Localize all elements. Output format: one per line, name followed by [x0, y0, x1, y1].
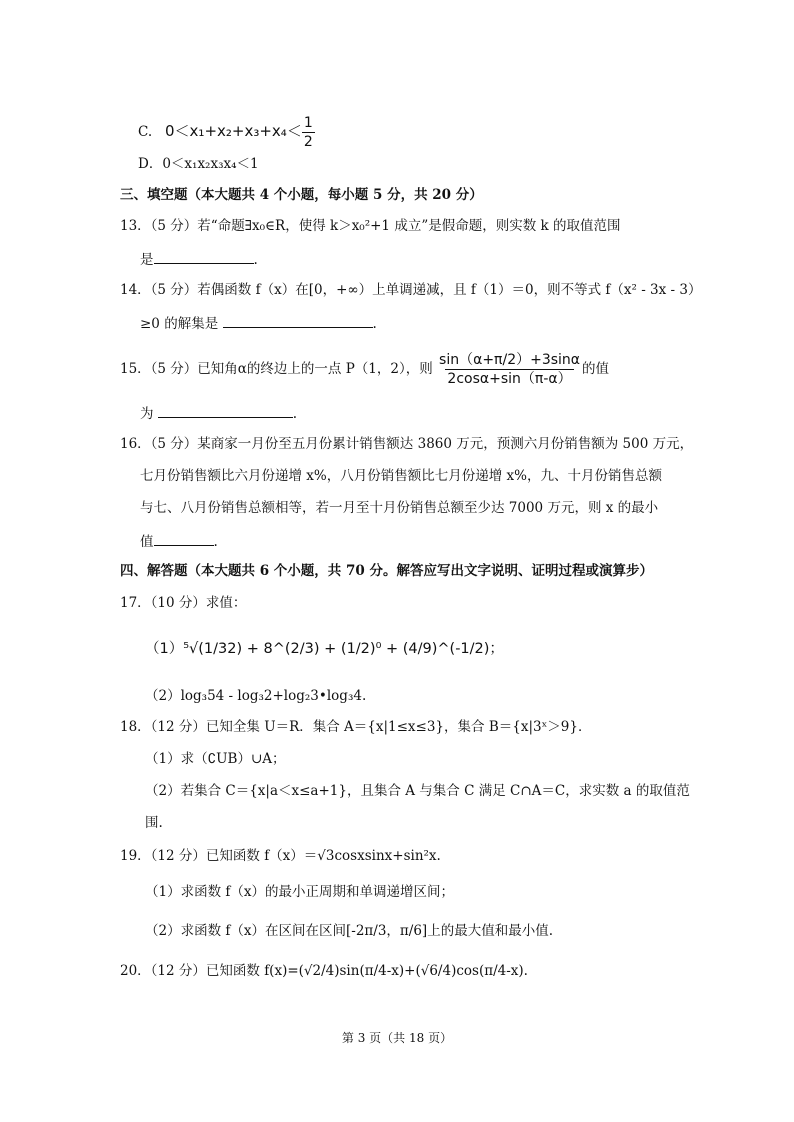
answer-blank: [154, 249, 254, 264]
q16-line1: 16．（5 分）某商家一月份至五月份累计销售额达 3860 万元，预测六月份销售额为 500 万元，: [120, 436, 694, 452]
q15-line2: 为 .: [140, 403, 297, 423]
q14-line2: ≥0 的解集是 .: [140, 313, 377, 333]
page-footer: 第 3 页（共 18 页）: [341, 1031, 453, 1045]
q13-line2: 是 .: [140, 249, 258, 269]
q17-part1: （1）⁵√(1/32) + 8^(2/3) + (1/2)⁰ + (4/9)^(-1/2)；: [145, 641, 504, 657]
option-c-fraction: $\frac{1}{2}$: [303, 115, 313, 150]
q19-part2: （2）求函数 f（x）在区间在区间[-2π/3，π/6]上的最大值和最小值.: [145, 923, 553, 939]
section-3-title: 三、填空题（本大题共 4 个小题，每小题 5 分，共 20 分）: [120, 187, 483, 203]
option-d: D．0＜x₁x₂x₃x₄＜1: [138, 156, 259, 172]
q20-stem: 20．（12 分）已知函数 f(x)=(√2/4)sin(π/4-x)+(√6/4)cos(π/4-x).: [120, 963, 528, 979]
q19-part1: （1）求函数 f（x）的最小正周期和单调递增区间；: [145, 884, 454, 900]
q16-line4: 值 .: [140, 531, 218, 551]
q15-fraction: $\frac{\sin(\alpha+\pi/2)+3\sin\alpha}{2\cos\alpha+\sin(\pi-\alpha)}$: [439, 352, 581, 387]
answer-blank: [223, 313, 373, 328]
option-c-expr: 0＜x₁+x₂+x₃+x₄＜: [165, 122, 302, 140]
option-c-label: C.: [138, 124, 153, 140]
q17-stem: 17．（10 分）求值：: [120, 595, 247, 611]
q18-part2: （2）若集合 C＝{x|a＜x≤a+1}，且集合 A 与集合 C 满足 C∩A＝C，求实数 a 的取值范: [145, 783, 690, 799]
q16-line2: 七月份销售额比六月份递增 x%，八月份销售额比七月份递增 x%，九、十月份销售总额: [140, 468, 662, 484]
q17-part2: （2）log₃54 - log₃2+log₂3•log₃4.: [145, 688, 367, 704]
section-4-title: 四、解答题（本大题共 6 个小题，共 70 分。解答应写出文字说明、证明过程或演算步）: [120, 563, 653, 579]
q18-part1: （1）求（∁UB）∪A；: [145, 751, 286, 767]
q15-line1: 15．（5 分）已知角α的终边上的一点 P（1，2），则 $\frac{\sin(\alpha+\pi/2)+3\sin\alpha}{2\cos\alpha+\sin(\pi-\alpha)}$ 的值: [120, 352, 610, 387]
answer-blank: [154, 531, 214, 546]
answer-blank: [158, 403, 293, 418]
q19-stem: 19．（12 分）已知函数 f（x）＝√3cosxsinx+sin²x.: [120, 848, 441, 864]
q16-line3: 与七、八月份销售总额相等，若一月至十月份销售总额至少达 7000 万元，则 x 的最小: [140, 500, 659, 516]
q14-line1: 14．（5 分）若偶函数 f（x）在[0，+∞）上单调递减，且 f（1）＝0，则不等式 f（x² - 3x - 3）: [120, 282, 702, 298]
q18-stem: 18．（12 分）已知全集 U＝R．集合 A＝{x|1≤x≤3}，集合 B＝{x|3ˣ＞9}．: [120, 719, 592, 735]
q13-line1: 13．（5 分）若“命题∃x₀∈R，使得 k＞x₀²+1 成立”是假命题，则实数 k 的取值范围: [120, 218, 621, 234]
option-c: [138, 114, 315, 148]
q18-part2-cont: 围.: [145, 815, 163, 831]
